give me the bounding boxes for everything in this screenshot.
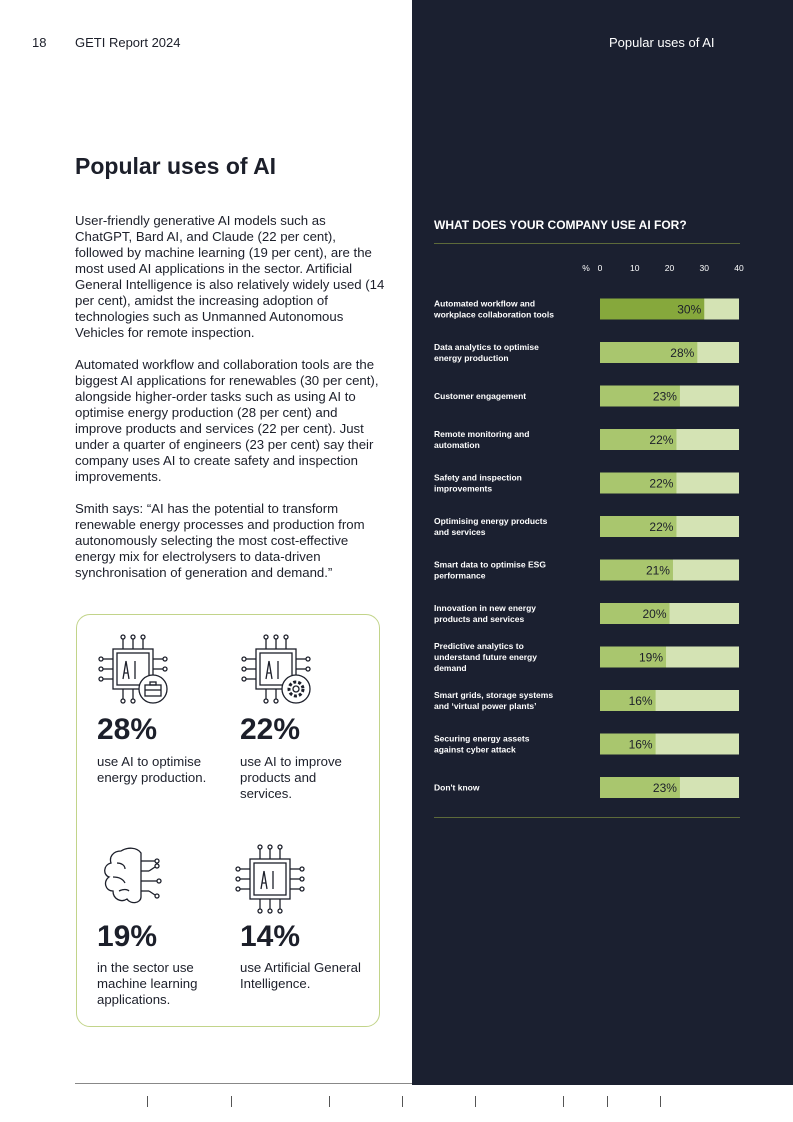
category-label-line: and ‘virtual power plants’ — [434, 701, 537, 711]
category-label — [434, 603, 536, 624]
category-label-line: Optimising energy products — [434, 516, 548, 526]
x-tick-label: 10 — [630, 263, 640, 273]
report-name: GETI Report 2024 — [75, 35, 181, 50]
category-label — [434, 516, 548, 537]
chart-rule-bottom — [434, 817, 740, 818]
bar-chart — [412, 250, 793, 810]
stats-box — [76, 614, 380, 1027]
stat-card — [220, 825, 360, 1025]
footer-line — [75, 1083, 412, 1084]
category-label — [434, 342, 539, 363]
category-label-line: Predictive analytics to — [434, 641, 524, 651]
category-label — [433, 299, 554, 320]
category-label — [434, 641, 537, 673]
ai-chip-icon — [232, 841, 312, 921]
page-number: 18 — [32, 35, 47, 50]
chart-rule-top — [434, 243, 740, 244]
data-label: 20% — [642, 607, 667, 621]
chart-title: WHAT DOES YOUR COMPANY USE AI FOR? — [434, 218, 687, 232]
data-label: 22% — [649, 476, 674, 491]
category-label — [434, 690, 553, 711]
stat-value: 28% — [97, 713, 158, 746]
x-tick-label: 40 — [734, 263, 744, 273]
category-label-line: Smart data to optimise ESG — [434, 559, 546, 570]
category-label — [434, 560, 546, 581]
category-label-line: Smart grids, storage systems — [434, 690, 554, 700]
ai-chip-gear-icon — [240, 633, 320, 713]
data-label: 22% — [649, 520, 674, 534]
data-label: 23% — [652, 389, 677, 404]
footer-tick — [607, 1096, 608, 1107]
footer-tick — [402, 1096, 403, 1107]
category-label-line: Don't know — [434, 782, 480, 793]
category-label-line: Safety and inspection — [434, 472, 522, 483]
stat-card — [220, 615, 360, 815]
category-label-line: Data analytics to optimise — [434, 342, 539, 352]
data-label: 16% — [628, 694, 653, 708]
category-label — [434, 429, 529, 450]
body-paragraph: User-friendly generative AI models such as ChatGPT, Bard AI, and Claude (22 per cent), followed by machine learning (19 per cent), are the most used AI applications in the sector. Artificial General Intelligence is also relatively widely used (14 per cent), amidst the increasing adoption of technologies such as Unmanned Autonomous Vehicles for remote inspection. — [75, 213, 385, 340]
category-label-line: improvements — [434, 483, 493, 494]
footer-tick — [329, 1096, 330, 1107]
data-label: 19% — [638, 650, 664, 665]
stat-label: use AI to optimise energy production. — [97, 754, 207, 785]
footer-tick — [475, 1096, 476, 1107]
category-label-line: Securing energy assets — [434, 733, 530, 744]
category-label — [434, 783, 480, 793]
brain-circuit-icon — [97, 841, 177, 921]
data-label: 23% — [652, 781, 677, 795]
footer-tick — [660, 1096, 661, 1107]
page-title: Popular uses of AI — [75, 153, 277, 179]
stat-card — [77, 615, 217, 815]
section-name: Popular uses of AI — [609, 35, 715, 50]
category-label-line: products and services — [434, 614, 525, 624]
footer-tick — [147, 1096, 148, 1107]
x-tick-label: 0 — [597, 263, 603, 273]
category-label-line: and services — [434, 527, 486, 537]
body-paragraph: Automated workflow and collaboration tools are the biggest AI applications for renewables (30 per cent), alongside higher-order tasks such as using AI to optimise energy production (28 per cent) and improve products and services (22 per cent). Just under a quarter of engineers (23 per cent) say their company uses AI to create safety and inspection improvements. — [75, 357, 379, 484]
category-label — [434, 391, 526, 401]
body-paragraph: Smith says: “AI has the potential to transform renewable energy processes and production from autonomously selecting the most cost-effective energy mix for electrolysers to data-driven synchronisation of generation and demand.” — [75, 501, 365, 580]
data-label: 21% — [645, 563, 670, 578]
ai-chip-briefcase-icon — [97, 633, 177, 713]
x-tick-label: 30 — [699, 263, 709, 273]
category-label — [434, 473, 522, 494]
category-label-line: performance — [434, 570, 486, 581]
category-label-line: against cyber attack — [434, 744, 516, 755]
axis-unit-label: % — [582, 263, 590, 273]
category-label-line: Innovation in new energy — [434, 603, 537, 613]
data-label: 22% — [649, 433, 674, 447]
stat-value: 19% — [97, 920, 158, 953]
footer-tick — [231, 1096, 232, 1107]
category-label-line: demand — [434, 663, 467, 673]
data-label: 16% — [628, 737, 653, 752]
category-label-line: energy production — [434, 353, 509, 363]
category-label-line: Remote monitoring and — [434, 429, 530, 439]
category-label — [434, 734, 530, 755]
stat-card — [77, 825, 217, 1025]
data-label: 30% — [677, 302, 702, 317]
stat-value: 14% — [240, 920, 301, 953]
category-label-line: workplace collaboration tools — [434, 309, 554, 320]
category-label-line: understand future energy — [434, 652, 537, 662]
stat-value: 22% — [240, 713, 301, 746]
stat-label: use AI to improve products and services. — [240, 754, 342, 801]
x-tick-label: 20 — [664, 263, 675, 273]
stat-label: use Artificial General Intelligence. — [240, 960, 361, 991]
data-label: 28% — [670, 346, 695, 360]
category-label-line: automation — [434, 440, 480, 450]
category-label-line: Customer engagement — [434, 391, 527, 401]
footer-tick — [563, 1096, 564, 1107]
stat-label: in the sector use machine learning applications. — [97, 960, 198, 1007]
category-label-line: Automated workflow and — [434, 298, 536, 309]
